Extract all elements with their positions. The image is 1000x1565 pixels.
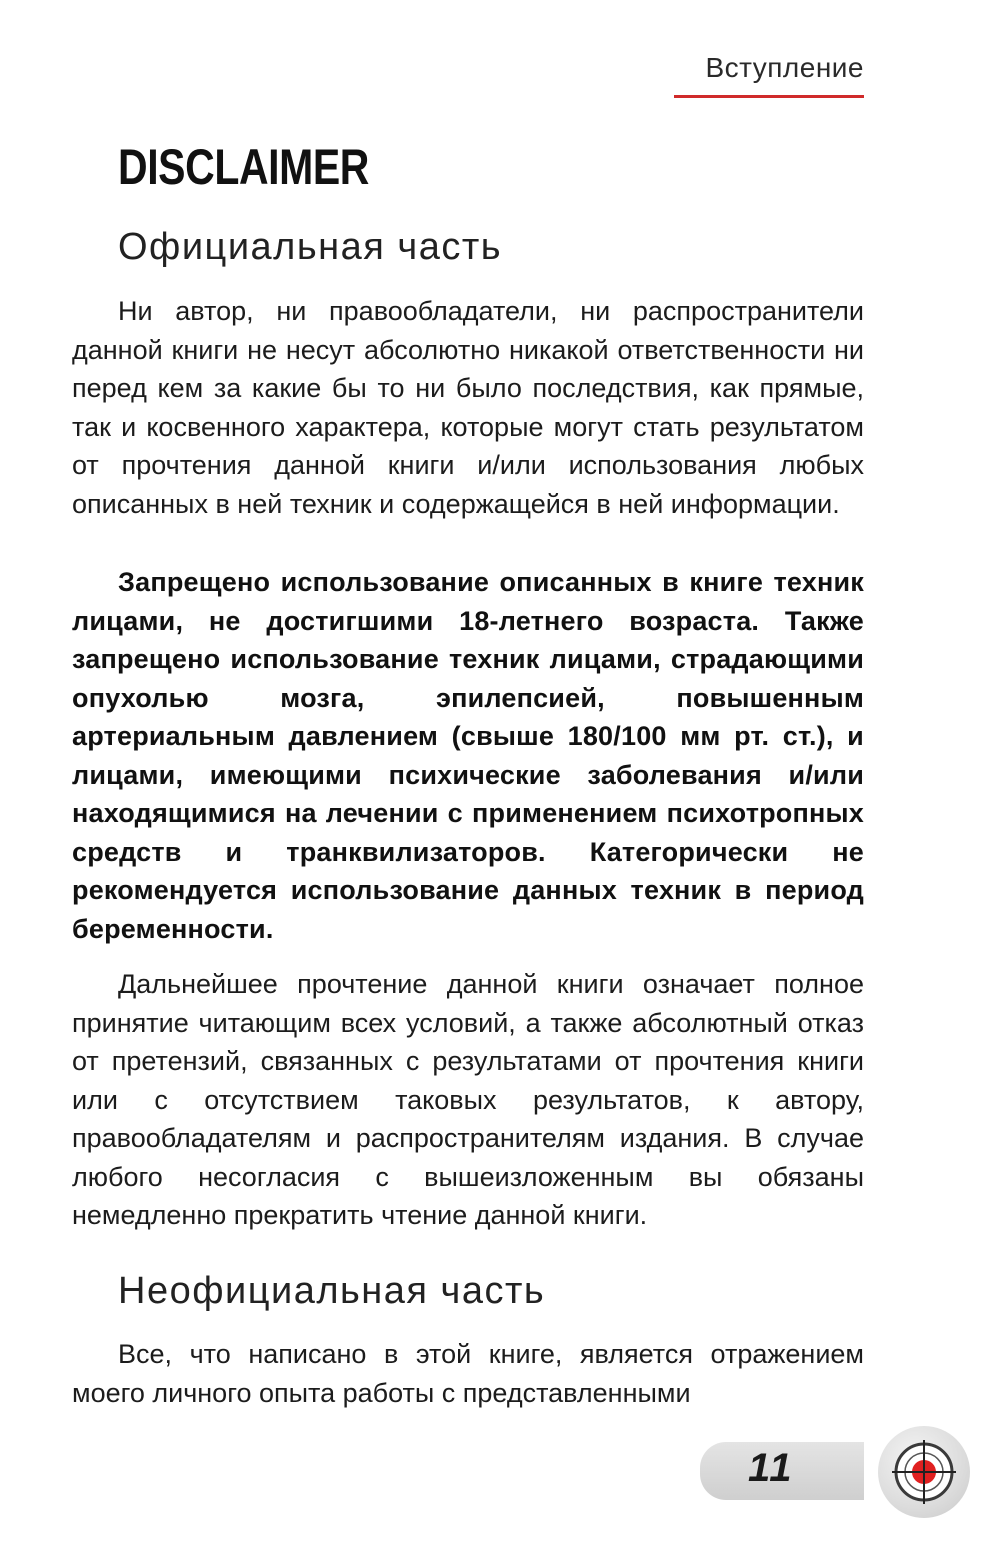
page-number: 11 [748, 1446, 794, 1490]
paragraph-liability: Ни автор, ни правообладатели, ни распространители данной книги не несут абсолютно никакой ответственности ни перед кем за какие бы то ни было последствия, как прямые, так и косвенного характера, которые могут стать результатом от прочтения данной книги и/или использования любых описанных в ней техник и содержащейся в ней информации. [72, 296, 864, 519]
page-heading: DISCLAIMER [118, 139, 370, 195]
subheading-unofficial: Неофициальная часть [118, 1270, 546, 1312]
target-badge [878, 1426, 970, 1518]
header-rule [674, 95, 864, 98]
target-icon [878, 1426, 970, 1518]
subheading-official: Официальная часть [118, 226, 503, 268]
section-title: Вступление [705, 52, 864, 83]
paragraph-acceptance: Дальнейшее прочтение данной книги означает полное принятие читающим всех условий, а также абсолютный отказ от претензий, связанных с результатами от прочтения книги или с отсутствием таковых результатов, к автору, правообладателям и распространителям издания. В случае любого несогласия с вышеизложенным вы обязаны немедленно прекратить чтение данной книги. [72, 969, 864, 1230]
paragraph-restrictions: Запрещено использование описанных в книге техник лицами, не достигшими 18-летнего возраста. Также запрещено использование техник лицами, страдающими опухолью мозга, эпилепсией, повышенным артериальным давлением (свыше 180/100 мм рт. ст.), и лицами, имеющими психические заболевания и/или находящимися на лечении с применением психотропных средств и транквилизаторов. Категорически не рекомендуется использование данных техник в период беременности. [72, 567, 864, 944]
paragraph-personal-experience: Все, что написано в этой книге, является отражением моего личного опыта работы с представленными [72, 1339, 864, 1408]
footer-divider [864, 1430, 868, 1530]
